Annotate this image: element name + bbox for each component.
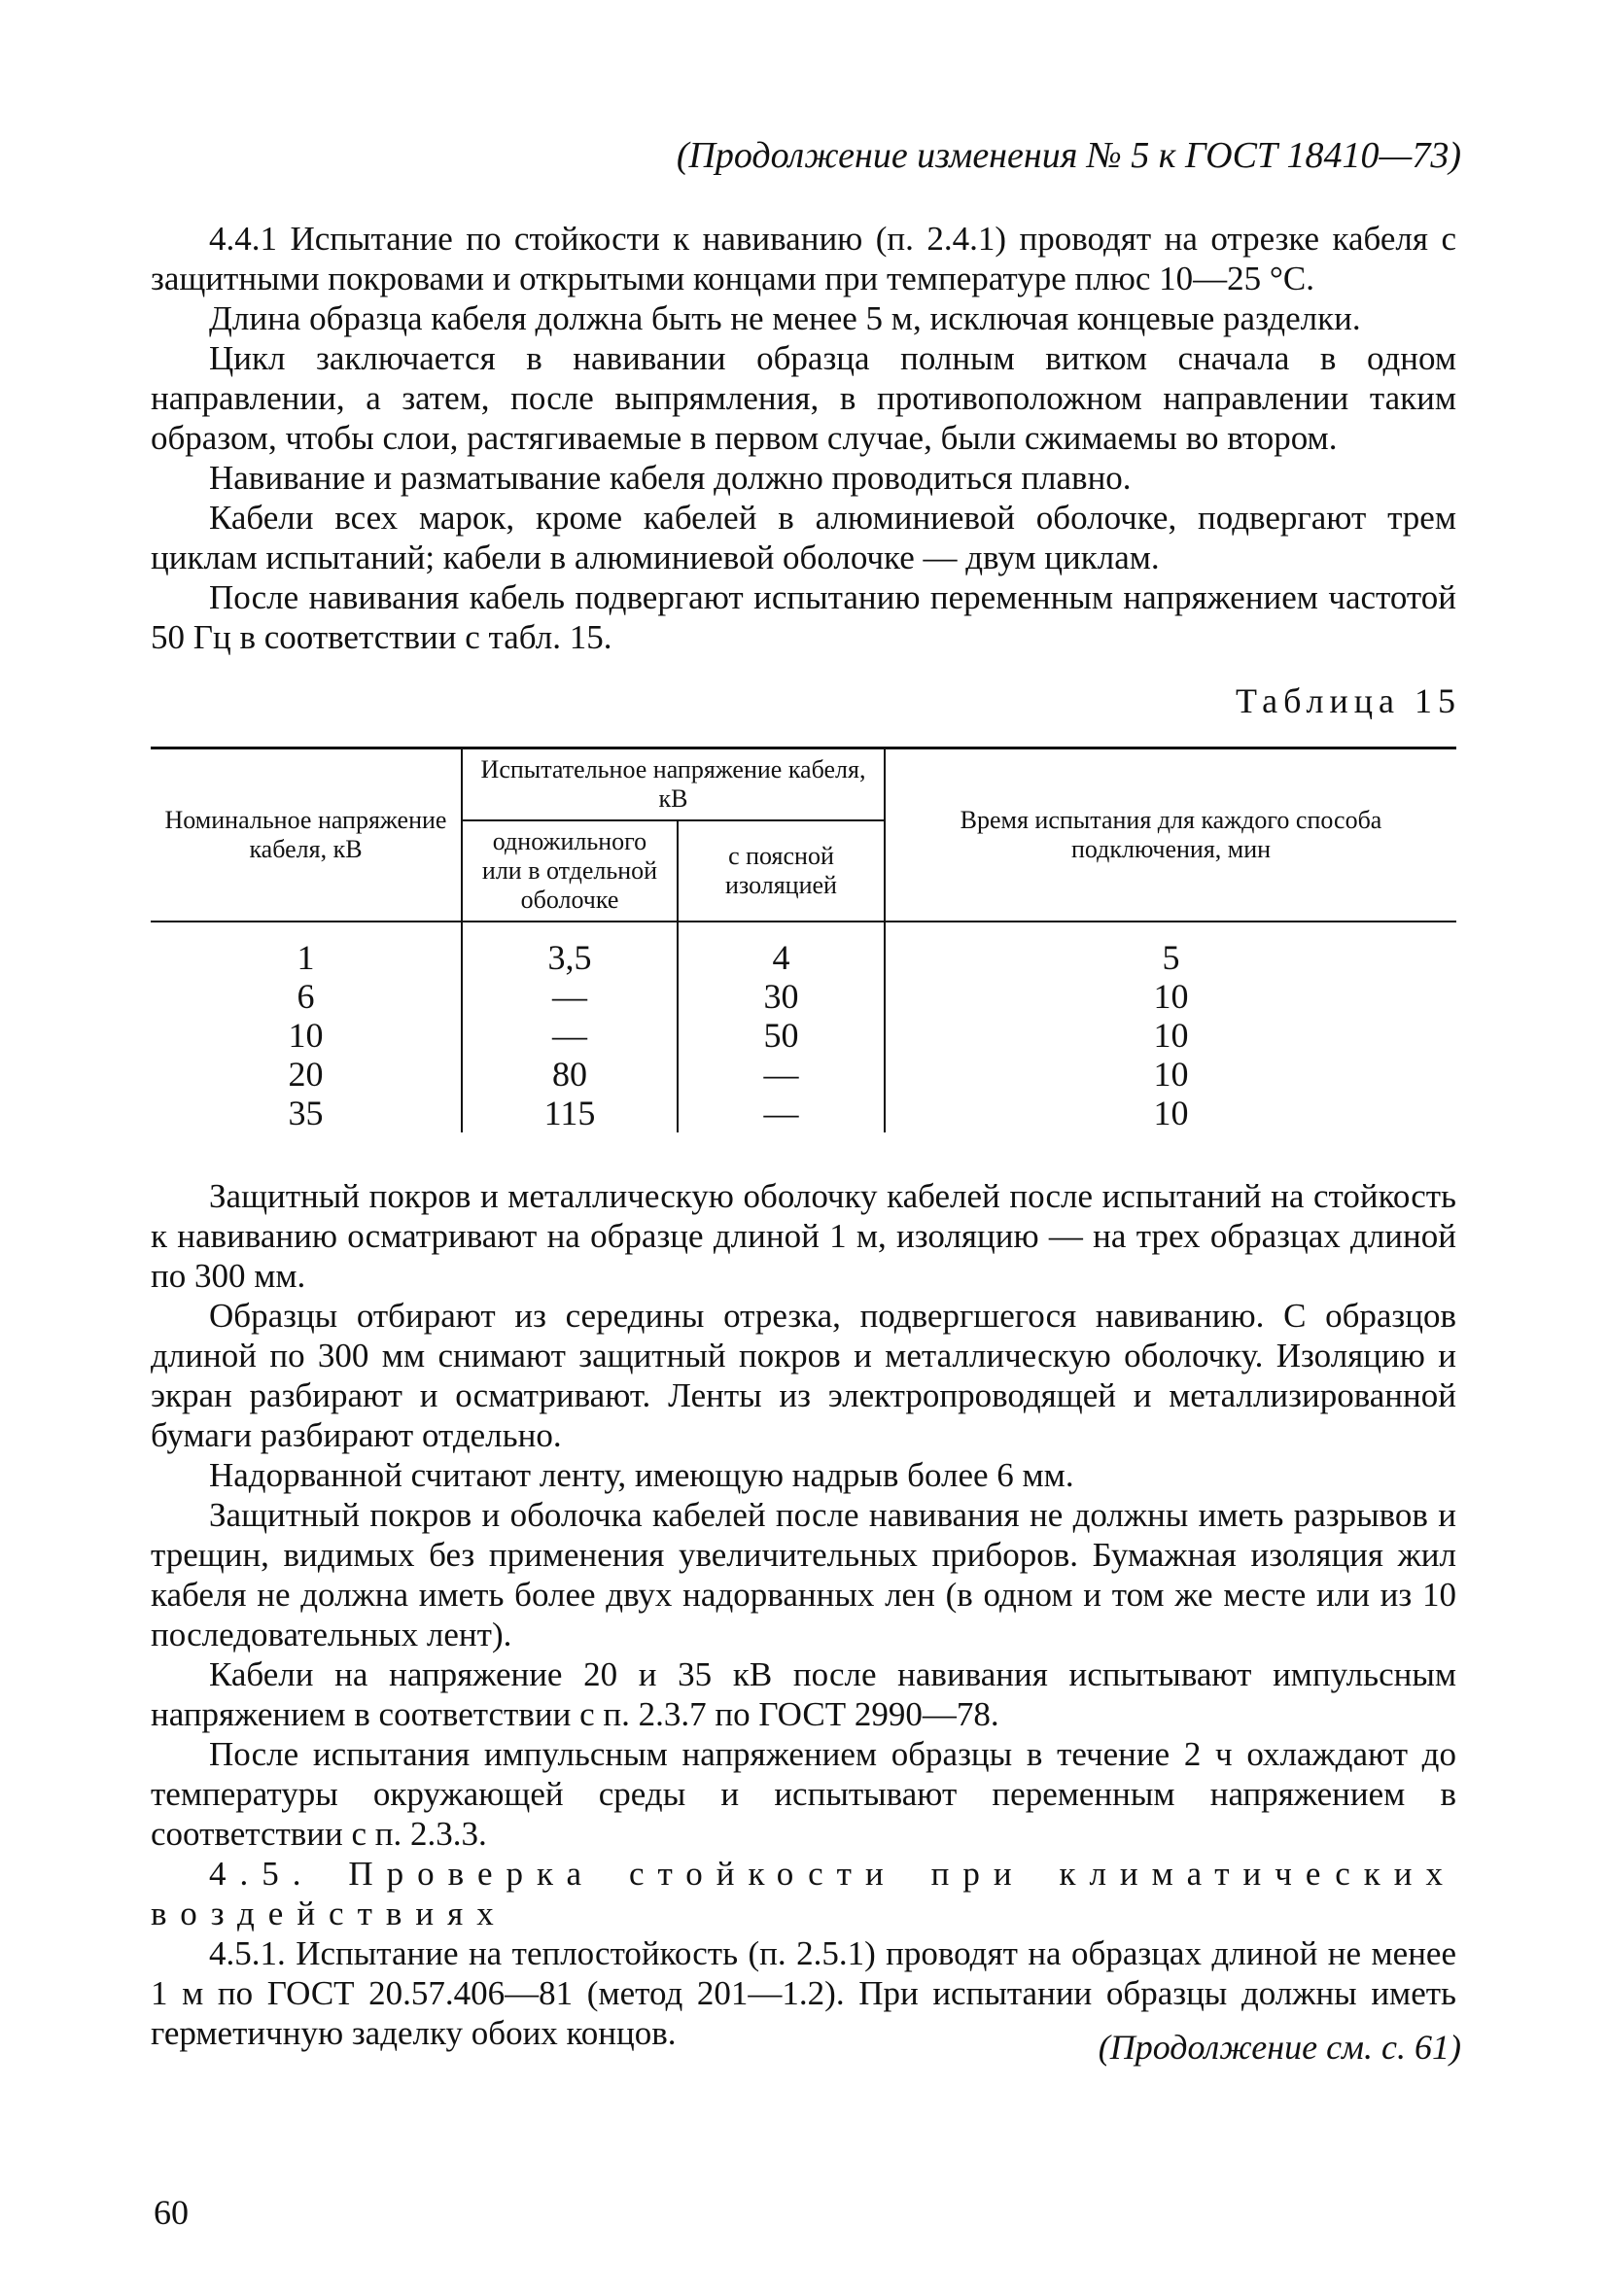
header-single-core: одножильного или в отдельной оболочке: [462, 820, 678, 922]
table-cell: 5: [1162, 938, 1180, 977]
table-cell: 35: [288, 1094, 324, 1132]
header-test-time: Время испытания для каждого способа подключения, мин: [885, 748, 1456, 922]
table-cell: 20: [288, 1055, 324, 1094]
column-single-core: [462, 922, 678, 1132]
table-cell: 4: [772, 938, 790, 977]
column-time: [885, 922, 1456, 1132]
text-block-top: [151, 219, 1456, 657]
table-cell: —: [552, 1016, 587, 1055]
table-cell: 50: [763, 1016, 799, 1055]
paragraph: 4.4.1 Испытание по стойкости к навиванию (п. 2.4.1) проводят на отрезке кабеля с защитными покровами и открытыми концами при температуре плюс 10—25 °С.: [151, 220, 1456, 297]
table-cell: 10: [1153, 1016, 1189, 1055]
table-cell: 10: [1153, 977, 1189, 1016]
header-belt-insulation: с поясной изоляцией: [678, 820, 885, 922]
table-cell: 3,5: [547, 938, 592, 977]
continuation-note: (Продолжение см. с. 61): [1098, 2028, 1461, 2067]
page-number: 60: [154, 2193, 189, 2232]
running-header: (Продолжение изменения № 5 к ГОСТ 18410—73): [676, 135, 1461, 176]
paragraph: Длина образца кабеля должна быть не менее 5 м, исключая концевые разделки.: [209, 299, 1361, 337]
paragraph: Цикл заключается в навивании образца полным витком сначала в одном направлении, а затем, после выпрямления, в противоположном направлении таким образом, чтобы слои, растягиваемые в первом случае, были сжимаемы во втором.: [151, 339, 1456, 457]
paragraph: Защитный покров и оболочка кабелей после навивания не должны иметь разрывов и трещин, видимых без применения увеличительных приборов. Бумажная изоляция жил кабеля не должна иметь более двух надорванных лен (в одном и том же месте или из 10 последовательных лент).: [151, 1496, 1456, 1653]
paragraph: Кабели на напряжение 20 и 35 кВ после навивания испытывают импульсным напряжением в соответствии с п. 2.3.7 по ГОСТ 2990—78.: [151, 1655, 1456, 1733]
voltage-table: [151, 747, 1456, 1132]
table-cell: 6: [297, 977, 315, 1016]
table-cell: 1: [297, 938, 315, 977]
table-cell: —: [763, 1094, 799, 1132]
header-nominal-voltage: Номинальное напряжение кабеля, кВ: [151, 748, 462, 922]
paragraph: 4.5.1. Испытание на теплостойкость (п. 2.5.1) проводят на образцах длиной не менее 1 м по ГОСТ 20.57.406—81 (метод 201—1.2). При испытании образцы должны иметь герметичную заделку обоих концов.: [151, 1934, 1456, 2052]
text-block-bottom: [151, 1176, 1456, 2053]
section-heading: 4.5. Проверка стойкости при климатических воздействиях: [151, 1855, 1456, 1932]
table-cell: 30: [763, 977, 799, 1016]
table-caption: Таблица 15: [1236, 681, 1461, 720]
table-cell: 10: [288, 1016, 324, 1055]
table-cell: 10: [1153, 1055, 1189, 1094]
column-belt: [678, 922, 885, 1132]
table-cell: 80: [552, 1055, 587, 1094]
column-nominal: [151, 922, 462, 1132]
table-cell: 10: [1153, 1094, 1189, 1132]
paragraph: Надорванной считают ленту, имеющую надрыв более 6 мм.: [209, 1456, 1074, 1494]
paragraph: После испытания импульсным напряжением образцы в течение 2 ч охлаждают до температуры окружающей среды и испытывают переменным напряжением в соответствии с п. 2.3.3.: [151, 1735, 1456, 1853]
table-cell: —: [763, 1055, 799, 1094]
table-cell: 115: [543, 1094, 596, 1132]
paragraph: Образцы отбирают из середины отрезка, подвергшегося навиванию. С образцов длиной по 300 мм снимают защитный покров и металлическую оболочку. Изоляцию и экран разбирают и осматривают. Ленты из электропроводящей и металлизированной бумаги разбирают отдельно.: [151, 1297, 1456, 1454]
header-test-voltage: Испытательное напряжение кабеля, кВ: [462, 748, 885, 821]
paragraph: Кабели всех марок, кроме кабелей в алюминиевой оболочке, подвергают трем циклам испытаний; кабели в алюминиевой оболочке — двум циклам.: [151, 499, 1456, 576]
paragraph: После навивания кабель подвергают испытанию переменным напряжением частотой 50 Гц в соответствии с табл. 15.: [151, 578, 1456, 656]
paragraph: Защитный покров и металлическую оболочку кабелей после испытаний на стойкость к навиванию осматривают на образце длиной 1 м, изоляцию — на трех образцах длиной по 300 мм.: [151, 1177, 1456, 1295]
table-cell: —: [552, 977, 587, 1016]
paragraph: Навивание и разматывание кабеля должно проводиться плавно.: [209, 459, 1132, 497]
